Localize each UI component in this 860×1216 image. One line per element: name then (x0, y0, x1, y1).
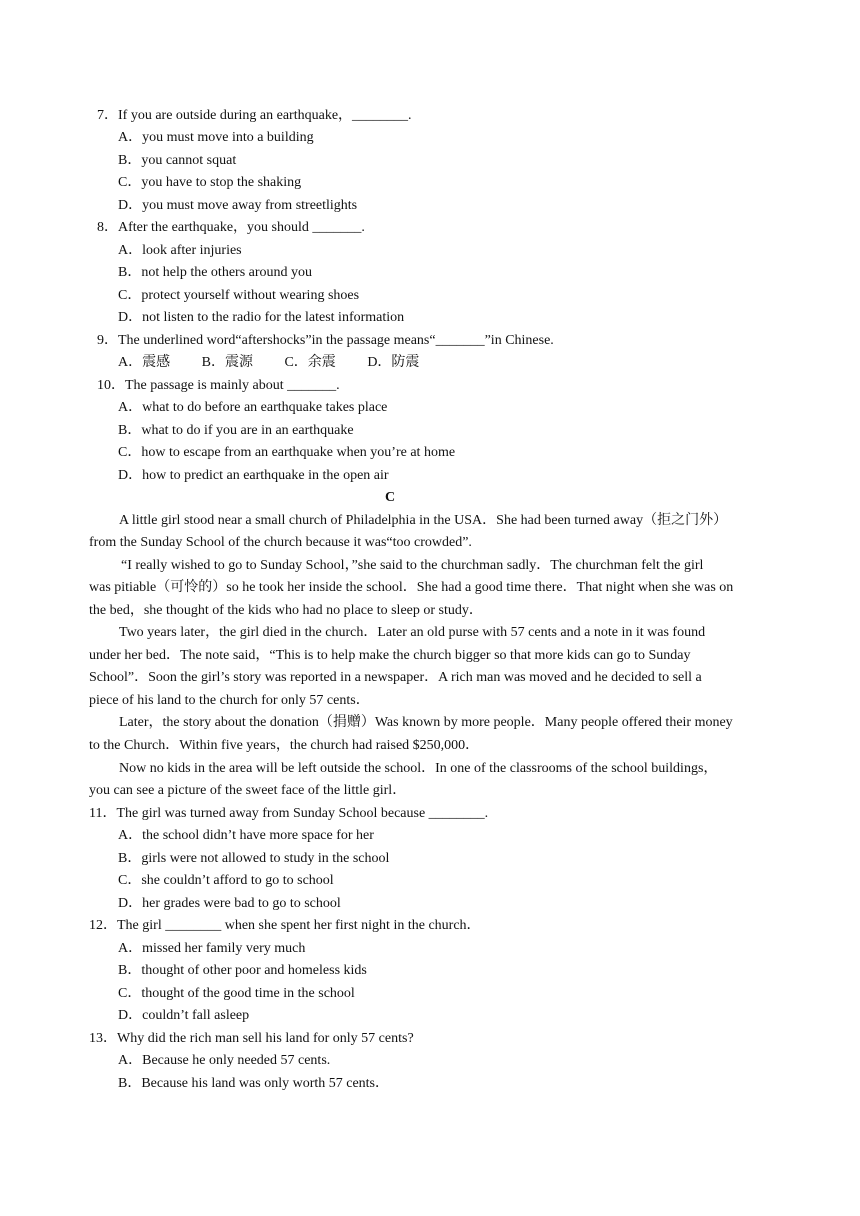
passage-line: “I really wished to go to Sunday School，”she said to the churchman sadly．The churchman felt the girl (121, 558, 704, 573)
question-12-option-a: A．missed her family very much (118, 941, 306, 956)
question-11-option-d: D．her grades were bad to go to school (118, 896, 341, 911)
question-13-stem: 13．Why did the rich man sell his land for only 57 cents? (89, 1031, 414, 1046)
question-11-stem: 11．The girl was turned away from Sunday School because ________. (89, 806, 489, 821)
question-9-option-d: D．防震 (367, 355, 420, 370)
question-10-option-c: C．how to escape from an earthquake when you’re at home (118, 445, 456, 460)
question-10-option-b: B．what to do if you are in an earthquake (118, 423, 354, 438)
passage-line: to the Church．Within five years，the church had raised $250,000． (89, 738, 480, 753)
question-11-option-b: B．girls were not allowed to study in the school (118, 851, 390, 866)
question-7-option-b: B．you cannot squat (118, 153, 237, 168)
question-13-option-b: B．Because his land was only worth 57 cents． (118, 1076, 390, 1091)
passage-line: Two years later，the girl died in the church．Later an old purse with 57 cents and a note in it was found (119, 625, 706, 640)
question-12-option-b: B．thought of other poor and homeless kids (118, 963, 367, 978)
question-12-stem: 12．The girl ________ when she spent her first night in the church． (89, 918, 481, 933)
passage-line: you can see a picture of the sweet face of the little girl． (89, 783, 407, 798)
question-13-option-a: A．Because he only needed 57 cents. (118, 1053, 331, 1068)
question-11-option-c: C．she couldn’t afford to go to school (118, 873, 334, 888)
passage-line: from the Sunday School of the church because it was“too crowded”. (89, 535, 472, 550)
question-10-stem: 10．The passage is mainly about _______. (97, 378, 340, 393)
question-8-option-a: A．look after injuries (118, 243, 242, 258)
question-11-option-a: A．the school didn’t have more space for her (118, 828, 374, 843)
passage-line: was pitiable（可怜的）so he took her inside the school．She had a good time there．That night when she was on (89, 580, 734, 595)
question-12-option-d: D．couldn’t fall asleep (118, 1008, 250, 1023)
question-8-stem: 8．After the earthquake，you should _______. (97, 220, 365, 235)
passage-line: piece of his land to the church for only 57 cents． (89, 693, 370, 708)
question-9-stem: 9．The underlined word“aftershocks”in the passage means“_______”in Chinese. (97, 333, 554, 348)
passage-line: under her bed．The note said，“This is to help make the church bigger so that more kids can go to Sunday (89, 648, 691, 663)
question-7-stem: 7．If you are outside during an earthquake，________. (97, 108, 412, 123)
question-8-option-b: B．not help the others around you (118, 265, 313, 280)
question-7-option-d: D．you must move away from streetlights (118, 198, 358, 213)
passage-line: A little girl stood near a small church of Philadelphia in the USA．She had been turned away（拒之门外） (119, 513, 728, 528)
section-c-heading: C (384, 490, 396, 505)
question-9-options-row (118, 353, 447, 373)
question-7-option-a: A．you must move into a building (118, 130, 314, 145)
passage-line: Later，the story about the donation（捐赠）Was known by more people．Many people offered their money (119, 715, 733, 730)
passage-line: Now no kids in the area will be left outside the school．In one of the classrooms of the school buildings， (119, 761, 718, 776)
question-9-option-b: B．震源 (201, 355, 253, 370)
question-9-option-c: C．余震 (284, 355, 336, 370)
question-10-option-a: A．what to do before an earthquake takes place (118, 400, 388, 415)
passage-line: the bed，she thought of the kids who had no place to sleep or study． (89, 603, 483, 618)
question-12-option-c: C．thought of the good time in the school (118, 986, 355, 1001)
question-9-option-a: A．震感 (118, 355, 171, 370)
question-8-option-d: D．not listen to the radio for the latest information (118, 310, 405, 325)
passage-line: School”．Soon the girl’s story was reported in a newspaper．A rich man was moved and he decided to sell a (89, 670, 702, 685)
question-7-option-c: C．you have to stop the shaking (118, 175, 302, 190)
question-8-option-c: C．protect yourself without wearing shoes (118, 288, 360, 303)
question-10-option-d: D．how to predict an earthquake in the open air (118, 468, 389, 483)
